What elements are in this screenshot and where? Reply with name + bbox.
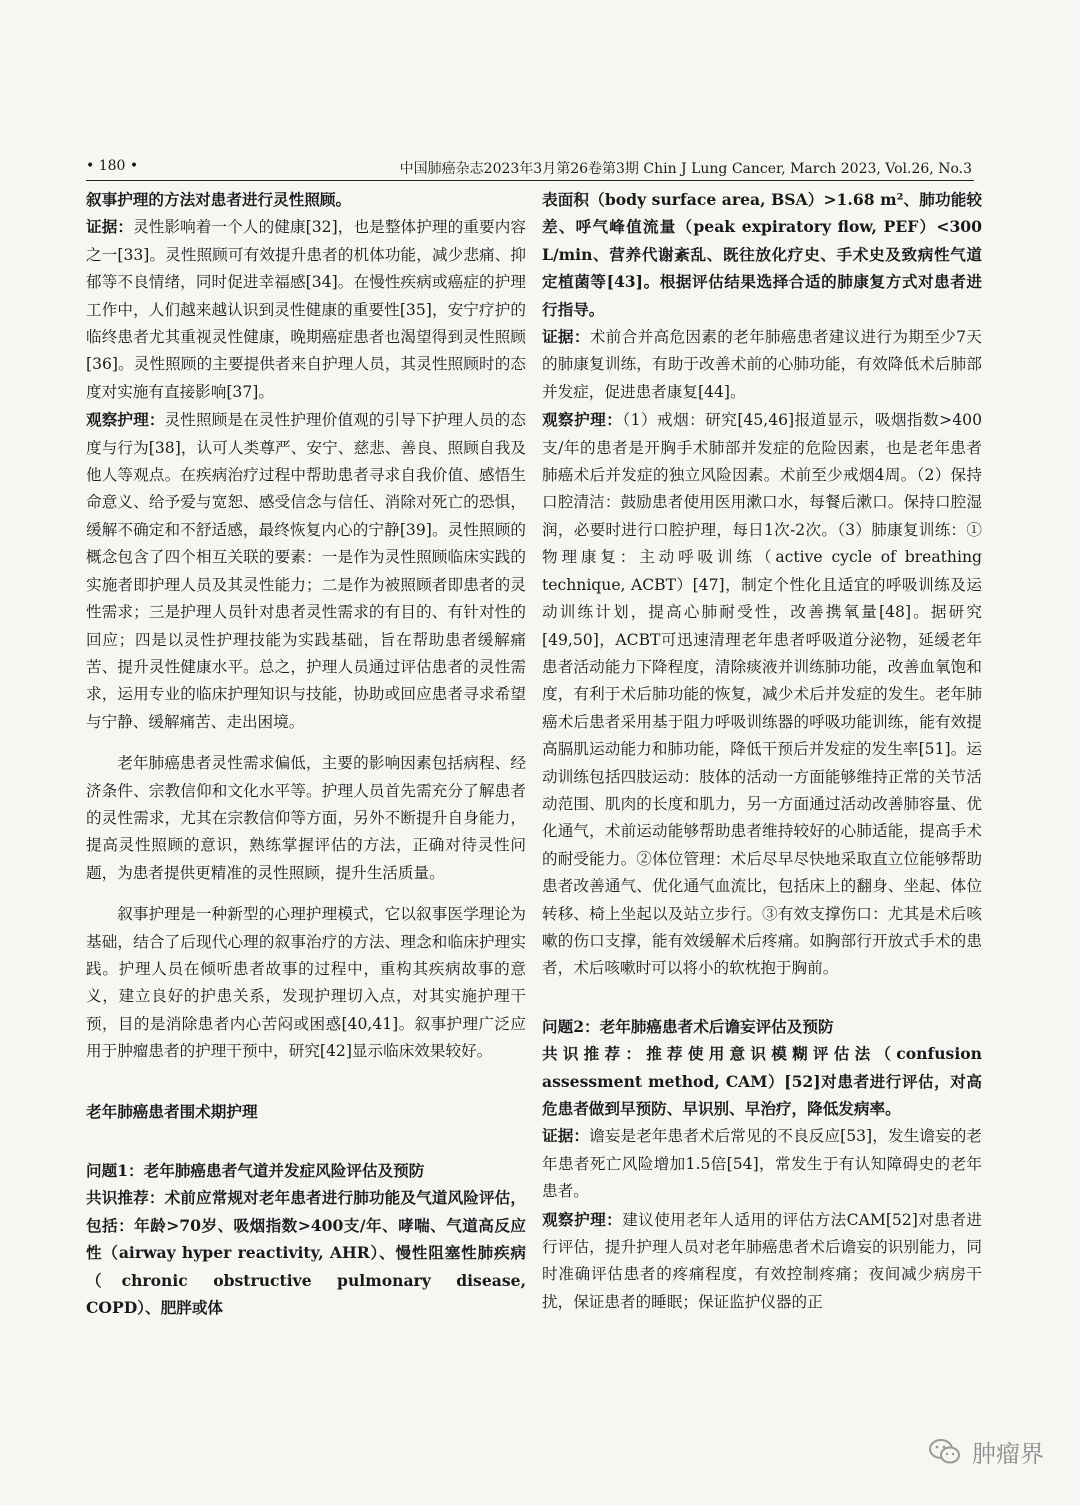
paragraph: 叙事护理的方法对患者进行灵性照顾。 xyxy=(86,190,352,209)
evidence-text: 谵妄是老年患者术后常见的不良反应[53]，发生谵妄的老年患者死亡风险增加1.5倍[54]，常发生于有认知障碍史的老年患者。 xyxy=(542,1127,982,1201)
paragraph: 老年肺癌患者灵性需求偏低，主要的影响因素包括病程、经济条件、宗教信仰和文化水平等。护理人员首先需充分了解患者的灵性需求，尤其在宗教信仰等方面，另外不断提升自身能力，提高灵性照顾的意识，熟练掌握评估的方法，正确对待灵性问题，为患者提供更精准的灵性照顾，提升生活质量。 xyxy=(86,754,526,882)
nursing-paragraph xyxy=(542,1206,982,1317)
watermark-text: 肿瘤界 xyxy=(972,1440,1044,1468)
evidence-paragraph xyxy=(86,213,526,406)
nursing-text: （1）戒烟：研究[45,46]报道显示，吸烟指数>400支/年的患者是开胸手术肺部并发症的危险因素，也是老年患者肺癌术后并发症的独立风险因素。术前至少戒烟4周。（2）保持口腔清洁：鼓励患者使用医用漱口水，每餐后漱口。保持口腔湿润，必要时进行口腔护理，每日1次-2次。（3）肺康复训练：①物理康复：主动呼吸训练（active cycle of breathing technique, ACBT）[47]，制定个性化且适宜的呼吸训练及运动训练计划，提高心肺耐受性，改善携氧量[48]。据研究[49,50]，ACBT可迅速清理老年患者呼吸道分泌物，延缓老年患者活动能力下降程度，清除痰液并训练肺功能，改善血氧饱和度，有利于术后肺功能的恢复，减少术后并发症的发生。老年肺癌术后患者采用基于阻力呼吸训练器的呼吸功能训练，能有效提高膈肌运动能力和肺功能，降低干预后并发症的发生率[51]。运动训练包括四肢运动：肢体的活动一方面能够维持正常的关节活动范围、肌肉的长度和肌力，另一方面通过活动改善肺容量、优化通气，术前运动能够帮助患者维持较好的心肺适能，提高手术的耐受能力。②体位管理：术后尽早尽快地采取直立位能够帮助患者改善通气、优化通气血流比，包括床上的翻身、坐起、体位转移、椅上坐起以及站立步行。③有效支撑伤口：尤其是术后咳嗽的伤口支撑，能有效缓解术后疼痛。如胸部行开放式手术的患者，术后咳嗽时可以将小的软枕抱于胸前。 xyxy=(542,411,982,978)
wechat-icon xyxy=(928,1438,962,1466)
evidence-label: 证据： xyxy=(542,327,590,347)
nursing-paragraph xyxy=(542,406,982,983)
nursing-label: 观察护理： xyxy=(542,410,623,430)
evidence-paragraph xyxy=(542,323,982,406)
nursing-paragraph xyxy=(86,406,526,736)
right-column xyxy=(542,186,982,1316)
left-column xyxy=(86,186,526,1321)
nursing-text: 建议使用老年人适用的评估方法CAM[52]对患者进行评估，提升护理人员对老年肺癌患者术后谵妄的识别能力，同时准确评估患者的疼痛程度，有效控制疼痛；夜间减少病房干扰，保证患者的睡眠；保证监护仪器的正 xyxy=(542,1210,982,1311)
question-heading: 问题1：老年肺癌患者气道并发症风险评估及预防 xyxy=(86,1161,425,1180)
evidence-label: 证据： xyxy=(542,1126,590,1146)
page-number: • 180 • xyxy=(86,158,139,174)
recommendation-paragraph: 表面积（body surface area, BSA）>1.68 m²、肺功能较差、呼气峰值流量（peak expiratory flow, PEF）<300 L/min、营养代谢紊乱、既往放化疗史、手术史及致病性气道定植菌等[43]。根据评估结果选择合适的肺康复方式对患者进行指导。 xyxy=(542,190,982,319)
recommendation-paragraph: 共识推荐：推荐使用意识模糊评估法（confusion assessment method, CAM）[52]对患者进行评估，对高危患者做到早预防、早识别、早治疗，降低发病率。 xyxy=(542,1044,982,1118)
header-rule xyxy=(86,180,974,181)
evidence-label: 证据： xyxy=(86,217,134,237)
nursing-label: 观察护理： xyxy=(86,410,165,430)
paragraph: 叙事护理是一种新型的心理护理模式，它以叙事医学理论为基础，结合了后现代心理的叙事治疗的方法、理念和临床护理实践。护理人员在倾听患者故事的过程中，重构其疾病故事的意义，建立良好的护患关系，发现护理切入点，对其实施护理干预，目的是消除患者内心苦闷或困惑[40,41]。叙事护理广泛应用于肿瘤患者的护理干预中，研究[42]显示临床效果较好。 xyxy=(86,905,526,1061)
section-heading: 老年肺癌患者围术期护理 xyxy=(86,1101,258,1121)
question-heading: 问题2：老年肺癌患者术后谵妄评估及预防 xyxy=(542,1016,834,1036)
evidence-text: 术前合并高危因素的老年肺癌患者建议进行为期至少7天的肺康复训练，有助于改善术前的心肺功能，有效降低术后肺部并发症，促进患者康复[44]。 xyxy=(542,328,982,401)
recommendation-paragraph: 共识推荐：术前应常规对老年患者进行肺功能及气道风险评估，包括：年龄>70岁、吸烟指数>400支/年、哮喘、气道高反应性（airway hyper reactivity, AHR）、慢性阻塞性肺疾病（chronic obstructive pulmonary disease, COPD）、肥胖或体 xyxy=(86,1188,526,1318)
watermark xyxy=(928,1434,1044,1469)
journal-header: 中国肺癌杂志2023年3月第26卷第3期 Chin J Lung Cancer, March 2023, Vol.26, No.3 xyxy=(399,161,972,177)
evidence-paragraph xyxy=(542,1122,982,1205)
evidence-text: 灵性影响着一个人的健康[32]，也是整体护理的重要内容之一[33]。灵性照顾可有效提升患者的机体功能，减少悲痛、抑郁等不良情绪，同时促进幸福感[34]。在慢性疾病或癌症的护理工作中，人们越来越认识到灵性健康的重要性[35]，安宁疗护的临终患者尤其重视灵性健康，晚期癌症患者也渴望得到灵性照顾[36]。灵性照顾的主要提供者来自护理人员，其灵性照顾时的态度对实施有直接影响[37]。 xyxy=(86,218,526,401)
nursing-text: 灵性照顾是在灵性护理价值观的引导下护理人员的态度与行为[38]，认可人类尊严、安宁、慈悲、善良、照顾自我及他人等观点。在疾病治疗过程中帮助患者寻求自我价值、感悟生命意义、给予爱与宽恕、感受信念与信任、消除对死亡的恐惧，缓解不确定和不舒适感，最终恢复内心的宁静[39]。灵性照顾的概念包含了四个相互关联的要素：一是作为灵性照顾临床实践的实施者即护理人员及其灵性能力；二是作为被照顾者即患者的灵性需求；三是护理人员针对患者灵性需求的有目的、有针对性的回应；四是以灵性护理技能为实践基础，旨在帮助患者缓解痛苦、提升灵性健康水平。总之，护理人员通过评估患者的灵性需求，运用专业的临床护理知识与技能，协助或回应患者寻求希望与宁静、缓解痛苦、走出困境。 xyxy=(86,411,526,731)
nursing-label: 观察护理： xyxy=(542,1209,623,1229)
